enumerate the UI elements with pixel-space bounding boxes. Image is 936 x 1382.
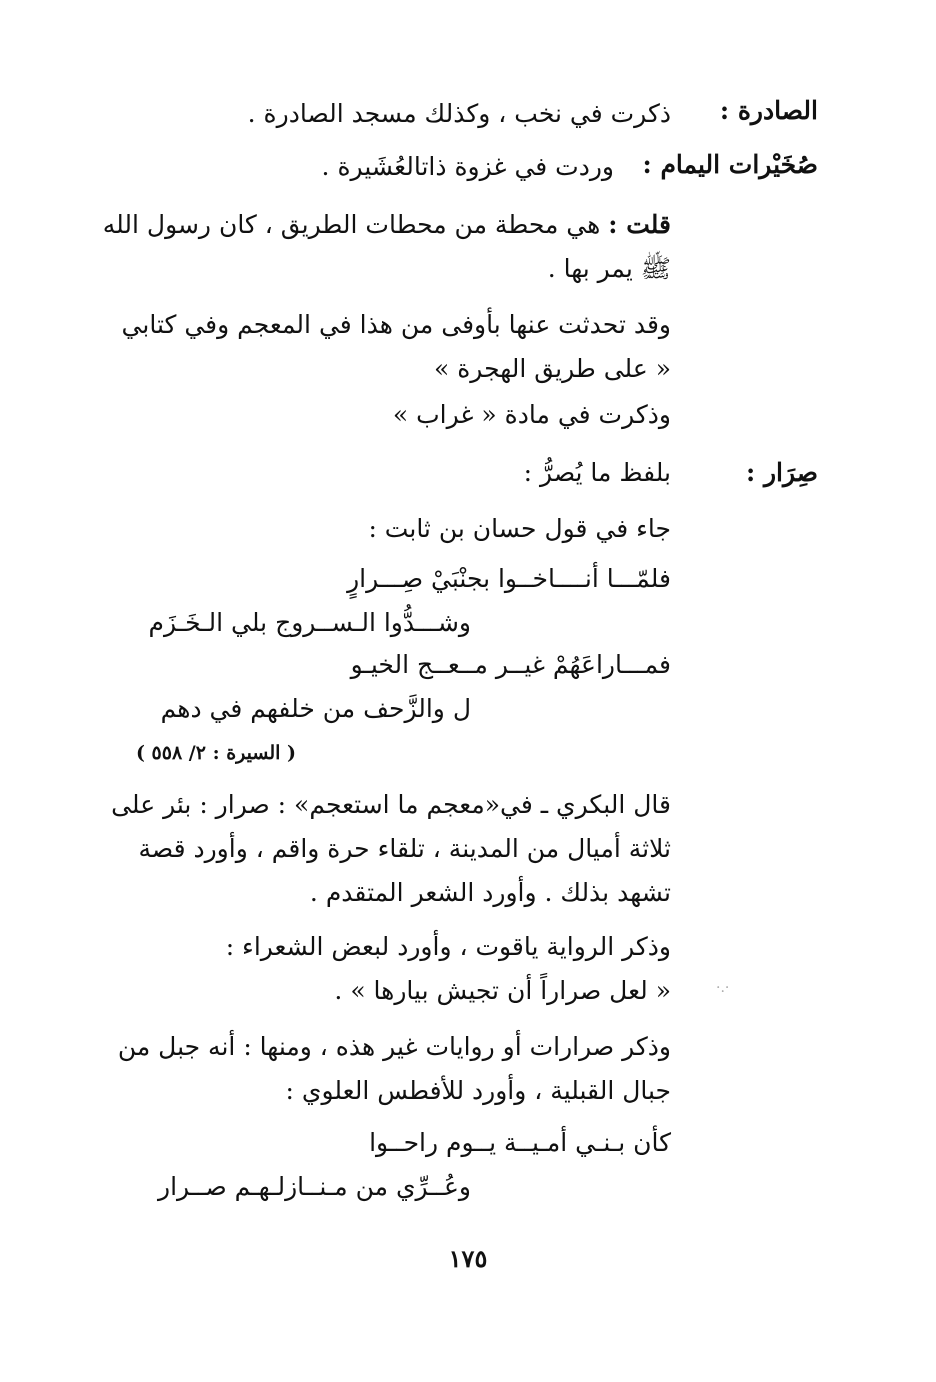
para3-line-2: « لعل صراراً أن تجيش بيارها » . — [334, 976, 671, 1005]
entry-definition-sirar: بلفظ ما يُصرُّ : — [523, 458, 671, 487]
scan-speck: ·.· — [716, 980, 730, 996]
entry-term-sirar: صِرَار : — [746, 458, 818, 487]
note-line-2: ﷺ يمر بها . — [547, 254, 671, 283]
poem1-verse1-second-hemistich: وشـــدُّوا الـســروج بلي الـخَـزَم — [148, 608, 471, 637]
poem2-verse1-first-hemistich: كأن بـنـي أمـيــة يــوم راحــوا — [369, 1128, 671, 1157]
para1-line-1: وقد تحدثت عنها بأوفى من هذا في المعجم وفي كتابي — [121, 310, 671, 339]
para1-line-2: « على طريق الهجرة » — [433, 354, 671, 383]
entry-definition-sukhayrat: وردت في غزوة ذاتالعُشَيرة . — [321, 152, 614, 181]
para2-line-3: تشهد بذلك . وأورد الشعر المتقدم . — [309, 878, 671, 907]
poem1-verse2-first-hemistich: فمـــاراعَهُمْ غيــر مــعــج الخيـو — [350, 650, 671, 679]
para4-line-2: جبال القبلية ، وأورد للأفطس العلوي : — [285, 1076, 671, 1105]
entry-term-sukhayrat: صُخَيْرات اليمام : — [642, 150, 818, 179]
poem1-source-citation: ( السيرة : ٢/ ٥٥٨ ) — [135, 742, 296, 764]
para3-line-1: وذكر الرواية ياقوت ، وأورد لبعض الشعراء : — [225, 932, 671, 961]
note-label: قلت : — [608, 210, 671, 239]
entry-term-sadira: الصادرة : — [719, 96, 818, 125]
para1-line-3: وذكرت في مادة « غراب » — [392, 400, 671, 429]
entry-definition-sadira: ذكرت في نخب ، وكذلك مسجد الصادرة . — [247, 99, 671, 128]
para2-line-2: ثلاثة أميال من المدينة ، تلقاء حرة واقم ، وأورد قصة — [138, 834, 671, 863]
page-number: ١٧٥ — [448, 1244, 488, 1273]
poem1-intro: جاء في قول حسان بن ثابت : — [368, 514, 671, 543]
note-line-1 — [103, 208, 671, 242]
poem1-verse2-second-hemistich: ل والزَّحف من خلفهم في دهم — [160, 694, 471, 723]
poem2-verse1-second-hemistich: وعُــرِّي من مـنــازلـهـم صــرار — [158, 1172, 471, 1201]
poem1-verse1-first-hemistich: فلمّـــا أنــــاخــوا بجنْبَيْ صِـــرارٍ — [347, 564, 671, 593]
para2-line-1: قال البكري ـ في«معجم ما استعجم» : صرار : بئر على — [111, 790, 671, 819]
para4-line-1: وذكر صرارات أو روايات غير هذه ، ومنها : أنه جبل من — [117, 1032, 671, 1061]
note-text: هي محطة من محطات الطريق ، كان رسول الله — [102, 210, 609, 239]
